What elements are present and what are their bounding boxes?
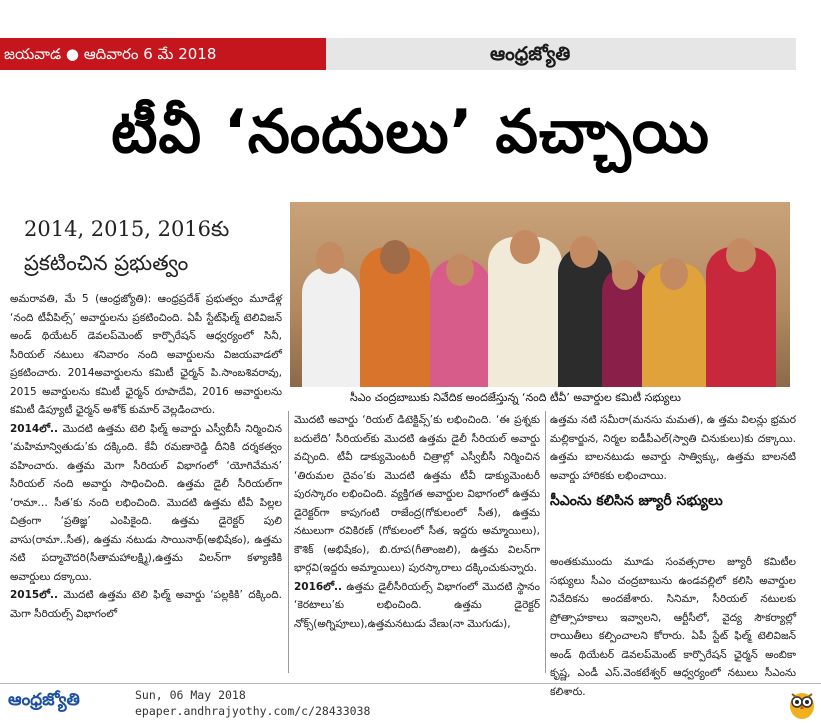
- article-paragraph: ఉత్తమ నటి సమీరా(మనసు మమత), ఉ త్తమ విలన్లు భ్రమర మల్లికార్జున, నిర్మల ఐడీపీఎల్(స్వాతి చినుకులు)కు దక్కాయి. ఉత్తమ బాలనటుడు అవార్డు సాత్విక్కు, ఉత్తమ బాలనటి అవార్డు హారికకు లభించాయి.: [550, 414, 796, 482]
- owl-icon: [788, 688, 816, 720]
- column-divider: [545, 411, 546, 673]
- article-paragraph: [10, 586, 282, 623]
- subhead-line-2: ప్రకటించిన ప్రభుత్వం: [24, 251, 189, 275]
- news-photo: [290, 202, 790, 387]
- person-head: [380, 240, 410, 274]
- person-head: [570, 236, 598, 268]
- year-lead: 2014లో..: [10, 422, 59, 435]
- article-paragraph: [10, 420, 282, 587]
- article-column-3: [550, 411, 796, 485]
- footer-divider: [0, 683, 821, 684]
- person-head: [660, 258, 688, 290]
- headline: టీవీ ‘నందులు’ వచ్చాయి: [111, 97, 710, 167]
- article-column-1: [10, 290, 282, 623]
- article-paragraph: అంతకుముందు మూడు సంవత్సరాల జ్యూరీ కమిటీల సభ్యులు సీఎం చంద్రబాబును ఉండవల్లిలో కలిసి అవార్డుల నివేదికను అందజేశారు. సినిమా, సీరియల్ నటులకు ప్రోత్సాహకాలు ఇవ్వాలని, ఆర్టీసీలో, వైద్య సౌకర్యాల్లో రాయితీలు కల్పించాలని కోరారు. ఏపీ స్టేట్ ఫిల్మ్ టెలివిజన్ అండ్ థియేటర్ డెవలప్‌మెంట్ కార్పొరేషన్ ఛైర్మన్ అంబికా కృష్ణ, ఎండీ ఎస్.వెంకటేశ్వర్ ఆధ్వర్యంలో నటులు సీఎంను కలిశారు.: [550, 556, 796, 698]
- article-paragraph: అమరావతి, మే 5 (ఆంధ్రజ్యోతి): ఆంధ్రప్రదేశ్ ప్రభుత్వం మూడేళ్ల ‘నంది టీవీపిల్స్’ అవార్డులను ప్రకటించింది. ఏపీ స్టేట్‌ఫిల్మ్ టెలివిజన్ అండ్ థియేటర్ డెవలప్‌మెంట్ కార్పొరేషన్ ఆధ్వర్యంలో సినీ, సీరియల్ నటులు శనివారం నంది అవార్డులను విజయవాడలో ప్రకటించారు. 2014అవార్డులను కమిటీ ఛైర్మన్ పి.సాంబశివరావు, 2015 అవార్డులను కమిటీ ఛైర్మన్ రూపాదేవి, 2016 అవార్డులను కమిటీ డిప్యూటీ ఛైర్మన్ అశోక్ కుమార్ వెల్లడించారు.: [10, 293, 282, 416]
- dateline: జయవాడ ● ఆదివారం 6 మే 2018: [4, 45, 217, 63]
- photo-caption: సీఎం చంద్రబాబుకు నివేదిక అందజేస్తున్న ‘నంది టీవీ’ అవార్డుల కమిటీ సభ్యులు: [290, 387, 790, 409]
- section-heading: సీఎంను కలిసిన జ్యూరీ సభ్యులు: [550, 493, 723, 509]
- paragraph-text: ఉత్తమ డైలీసీరియల్స్ విభాగంలో మొదటి స్థానం ‘కెరటాలు’కు లభించింది. ఉత్తమ డైరెక్టర్ నోక్స్(అగ్నిపూలు),ఉత్తమనటుడు వేణు(నా మొగుడు),: [294, 580, 540, 630]
- person-head: [446, 254, 474, 286]
- year-lead: 2016లో..: [294, 580, 343, 593]
- masthead-logo: ఆంధ్రజ్యోతి: [490, 43, 571, 65]
- person-head: [726, 238, 756, 272]
- person-head: [316, 242, 344, 274]
- article-column-3-continued: [550, 553, 796, 701]
- column-divider: [288, 411, 289, 673]
- article-paragraph: మొదటి అవార్డు ‘రియల్ డిటెక్టివ్స్’కు లభించింది. ‘ఈ ప్రశ్నకు బదులేది’ సీరియల్‌కు మొదటి ఉత్తమ డైలీ సీరియల్ అవార్డు వచ్చింది. టీవీ డాక్యుమెంటరీ చిత్రాల్లో ఎస్వీబీసీ నిర్మించిన ‘తిరుమల దైవం’కు మొదటి ఉత్తమ టీవీ డాక్యుమెంటరీ పురస్కారం లభించింది. వ్యక్తిగత అవార్డుల విభాగంలో ఉత్తమ డైరెక్టర్‌గా కాపుగంటి రాజేంద్ర(గోకులంలో సీత), ఉత్తమ నటులుగా రవికిరణ్ (గోకులంలో సీత, ఇద్దరు అమ్మాయిలు), కౌశిక్ (అభిషేకం), బి.రూప(గీతాంజలి), ఉత్తమ విలన్‌గా భార్గవి(ఇద్దరు అమ్మాయిలు) పురస్కారాలు దక్కించుకున్నారు.: [294, 414, 540, 574]
- article-paragraph: [294, 578, 540, 634]
- person-head: [510, 230, 540, 264]
- person-figure: [302, 267, 360, 387]
- person-head: [612, 260, 638, 290]
- paragraph-text: మొదటి ఉత్తమ టెలి ఫిల్మ్ అవార్డు ‘పల్లకికి’ దక్కింది. మెగా సీరియల్స్ విభాగంలో: [10, 589, 282, 620]
- footer-date: Sun, 06 May 2018: [135, 688, 246, 702]
- paragraph-text: మొదటి ఉత్తమ టెలి ఫిల్మ్ అవార్డు ఎస్వీబీసీ నిర్మించిన ‘మహిమాన్వితుడు’కు దక్కింది. కేవీ రమణారెడ్డి దీనికి దర్శకత్వం వహించారు. ఉత్తమ మెగా సీరియల్ విభాగంలో ‘యోగివేమన’ సీరియల్ నంది అవార్డు సాధించింది. ఉత్తమ డైలీ సీరియల్‌గా ‘రామా… సీత’కు నంది లభించింది. మొదటి ఉత్తమ టీవీ పిల్లల చిత్రంగా ‘ప్రతిజ్ఞ’ ఎంపికైంది. ఉత్తమ డైరెక్టర్ పులి వాసు(రామా..సీత), ఉత్తమ నటుడు సాయినాథ్(అభిషేకం), ఉత్తమ నటి పద్మాచౌదరి(సీతామహాలక్ష్మి),ఉత్తమ విలన్‌గా కళ్యాణికి అవార్డులు దక్కాయి.: [10, 422, 282, 583]
- article-column-2: [294, 411, 540, 633]
- year-lead: 2015లో..: [10, 589, 59, 601]
- footer-url[interactable]: epaper.andhrajyothy.com/c/28433038: [135, 704, 371, 718]
- footer-logo: ఆంధ్రజ్యోతి: [8, 690, 80, 710]
- subhead-line-1: 2014, 2015, 2016కు: [24, 217, 230, 241]
- subheadline: [24, 212, 294, 280]
